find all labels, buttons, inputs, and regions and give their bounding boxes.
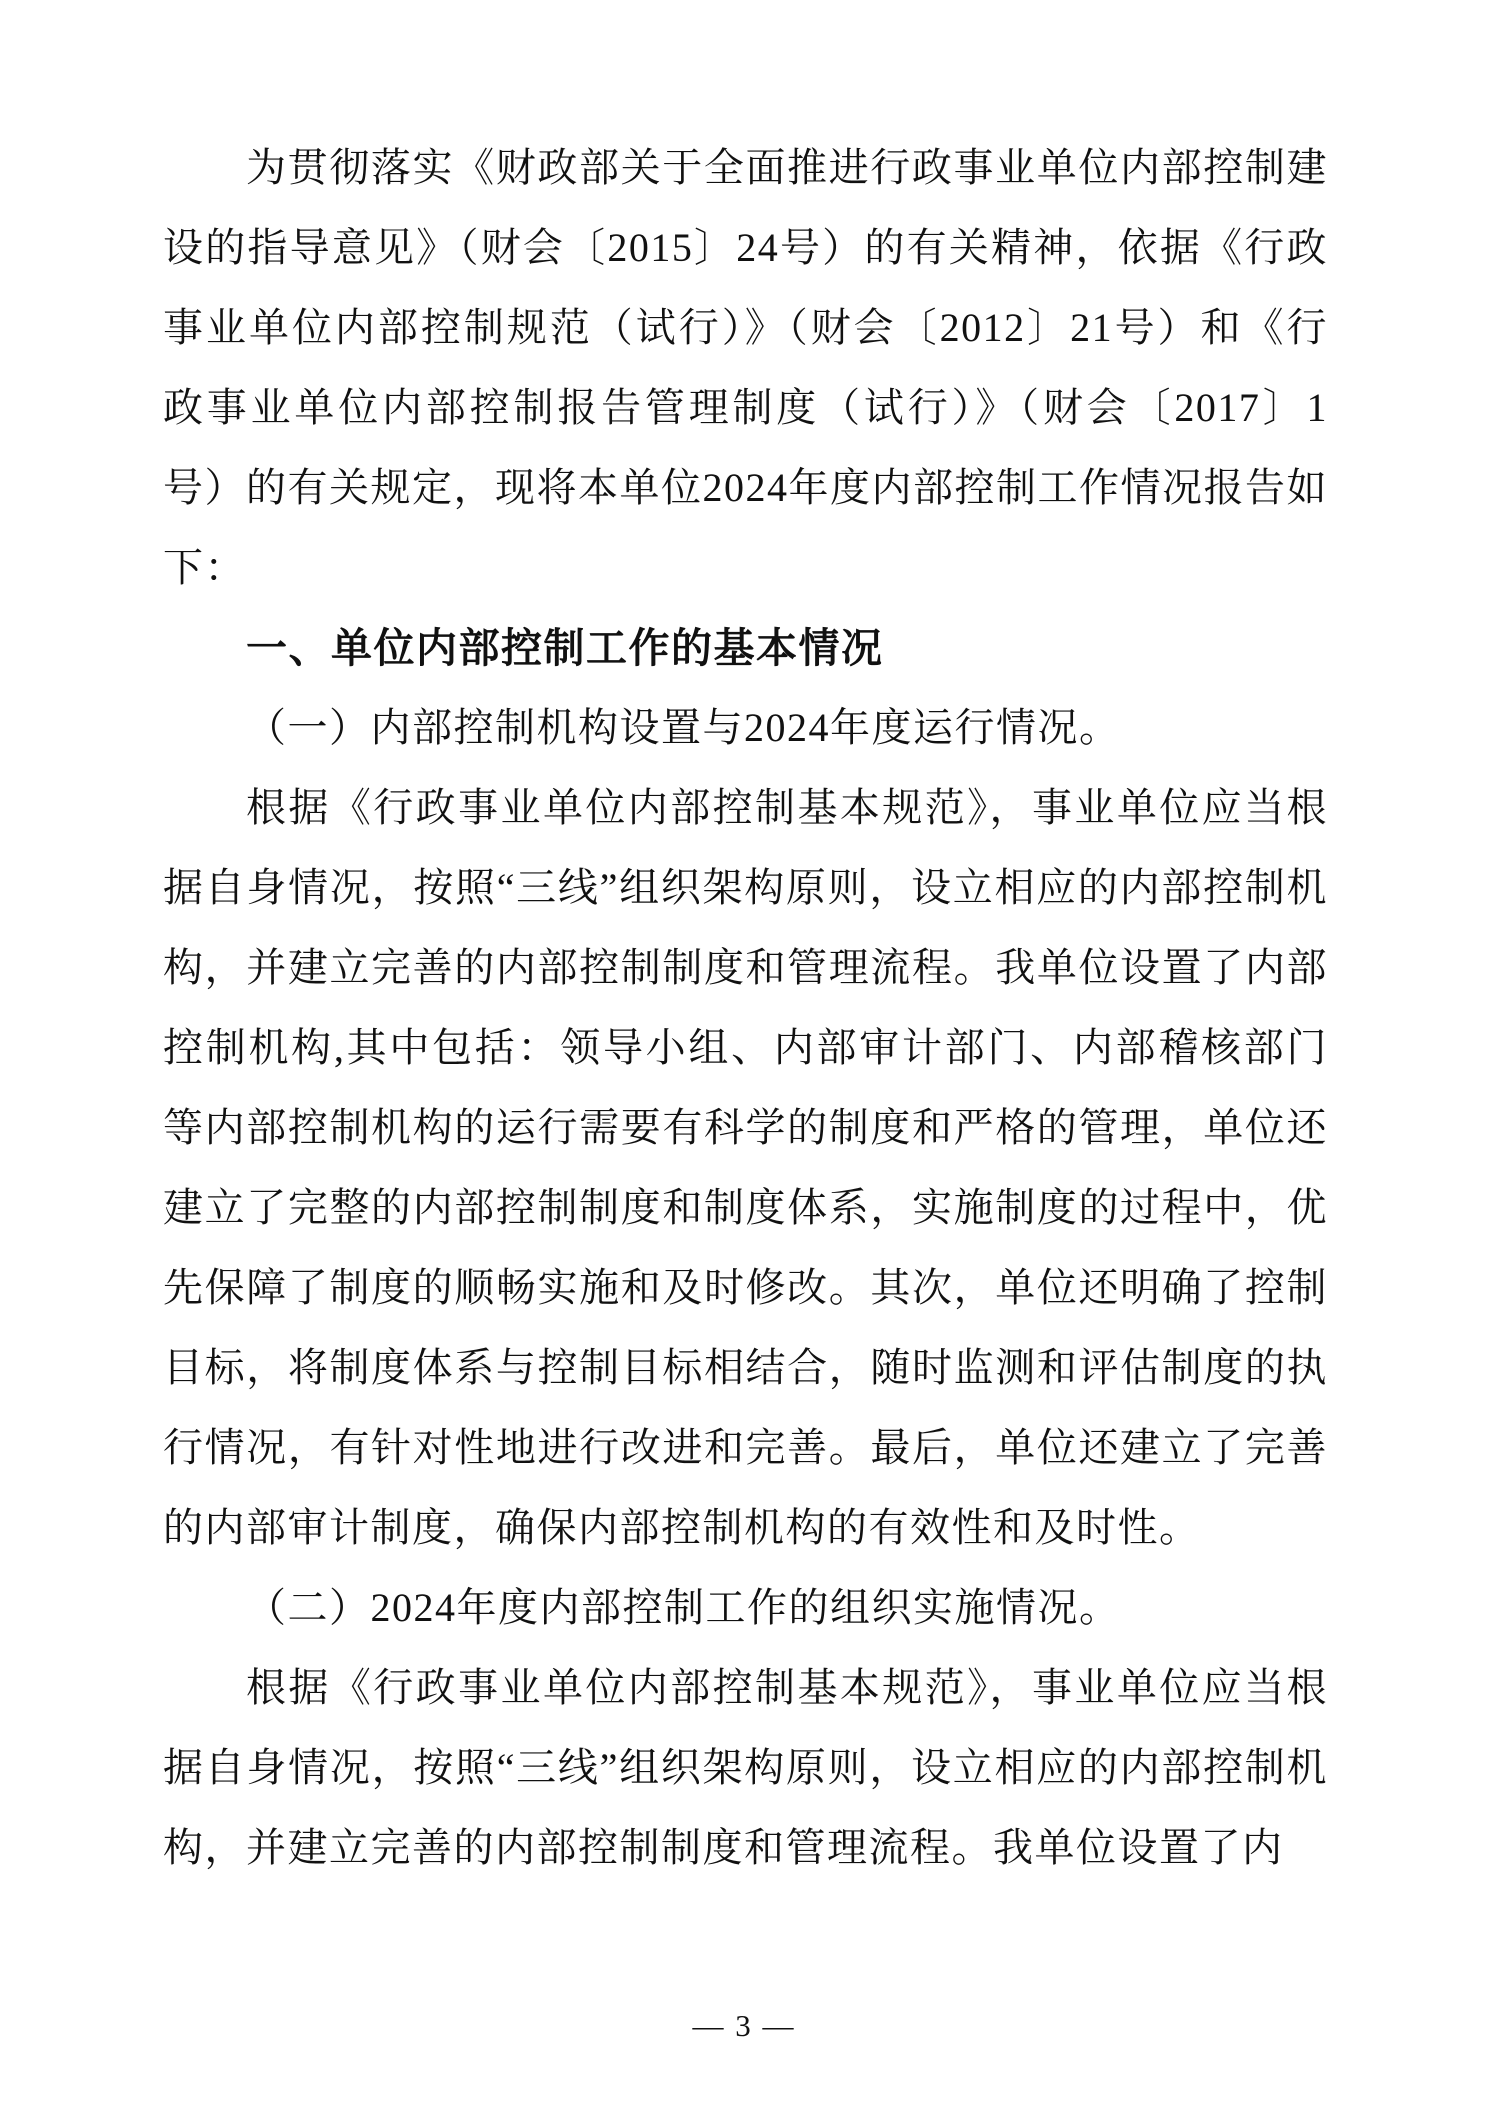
subsection-2-heading: （二）2024年度内部控制工作的组织实施情况。 [246, 1585, 1121, 1630]
intro-paragraph: 为贯彻落实《财政部关于全面推进行政事业单位内部控制建设的指导意见》（财会〔2015〕24号）的有关精神，依据《行政事业单位内部控制规范（试行）》（财会〔2012〕21号）和《行政事业单位内部控制报告管理制度（试行）》（财会〔2017〕1号）的有关规定，现将本单位2024年度内部控制工作情况报告如下： [163, 145, 1328, 590]
section-1-heading: 一、单位内部控制工作的基本情况 [246, 625, 884, 671]
document-content [163, 128, 1328, 1888]
page-number: — 3 — [692, 2008, 796, 2043]
subsection-1-heading: （一）内部控制机构设置与2024年度运行情况。 [246, 705, 1121, 750]
subsection-2-paragraph: 根据《行政事业单位内部控制基本规范》，事业单位应当根据自身情况，按照“三线”组织架构原则，设立相应的内部控制机构，并建立完善的内部控制制度和管理流程。我单位设置了内 [163, 1665, 1328, 1870]
subsection-1-paragraph: 根据《行政事业单位内部控制基本规范》，事业单位应当根据自身情况，按照“三线”组织架构原则，设立相应的内部控制机构，并建立完善的内部控制制度和管理流程。我单位设置了内部控制机构,其中包括：领导小组、内部审计部门、内部稽核部门等内部控制机构的运行需要有科学的制度和严格的管理，单位还建立了完整的内部控制制度和制度体系，实施制度的过程中，优先保障了制度的顺畅实施和及时修改。其次，单位还明确了控制目标，将制度体系与控制目标相结合，随时监测和评估制度的执行情况，有针对性地进行改进和完善。最后，单位还建立了完善的内部审计制度，确保内部控制机构的有效性和及时性。 [163, 785, 1328, 1550]
